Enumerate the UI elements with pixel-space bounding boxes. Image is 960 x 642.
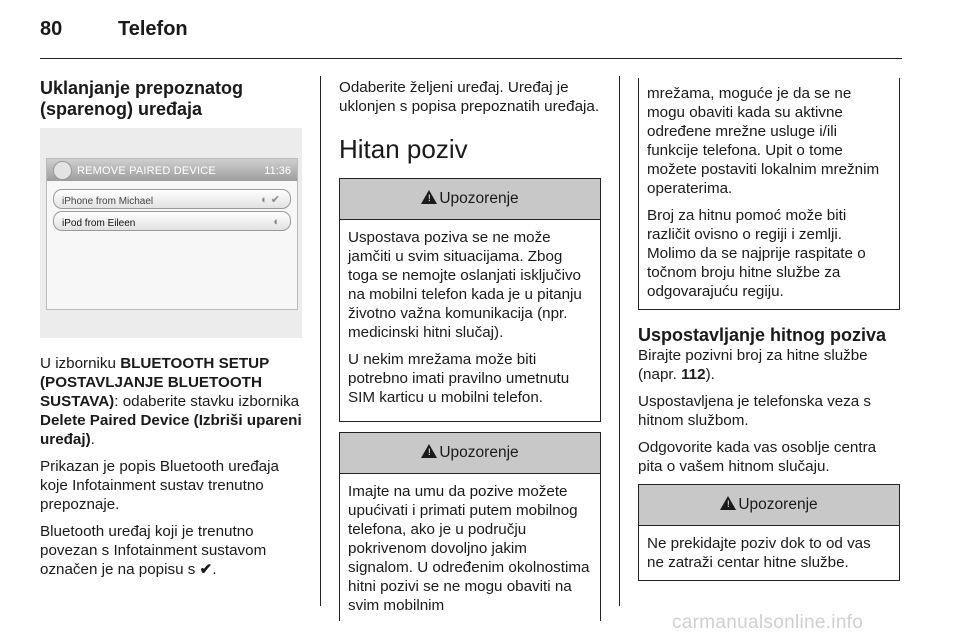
brand-logo-icon: [53, 161, 72, 180]
page-number: 80: [40, 18, 63, 40]
paragraph: Birajte pozivni broj za hitne službe (napr. 112).: [638, 347, 868, 383]
warning-box: [339, 432, 601, 621]
column-1: [40, 78, 302, 587]
paragraph: Odaberite željeni uređaj. Uređaj je uklonjen s popisa prepoznatih uređaja.: [339, 79, 600, 115]
warning-header: ! Upozorenje: [340, 433, 600, 474]
screen-clock: 11:36: [264, 165, 291, 177]
column-divider-2: [619, 76, 620, 606]
screen-display: [46, 158, 298, 310]
paragraph: Odgovorite kada vas osoblje centra pita o vašem hitnom slučaju.: [638, 439, 877, 475]
paragraph: U izborniku BLUETOOTH SETUP (POSTAVLJANJE BLUETOOTH SUSTAVA): odaberite stavku izbornika Delete Paired Device (Izbriši upareni uređaj).: [40, 355, 302, 448]
device-list-item: [53, 189, 291, 209]
checkmark-icon: ✔: [199, 561, 213, 578]
warning-header: ! Upozorenje: [340, 179, 600, 220]
device-name: iPod from Eileen: [62, 218, 136, 229]
device-list-item: [53, 211, 291, 231]
warning-triangle-icon: !: [720, 496, 736, 510]
paragraph: Bluetooth uređaj koji je trenutno povezan s Infotainment sustavom označen je na popisu s ✔.: [40, 523, 267, 578]
warning-box: [638, 484, 900, 581]
warning-text: mrežama, moguće je da se ne mogu obaviti kada su aktivne određene mrežne usluge i/ili funkcije telefona. Upit o tome možete postaviti lokalnim mrežnim operaterima.: [647, 85, 880, 197]
warning-triangle-icon: !: [421, 190, 437, 204]
paragraph: Prikazan je popis Bluetooth uređaja koje Infotainment sustav trenutno prepoznaje.: [40, 458, 279, 513]
watermark: carmanualsonline.info: [672, 612, 864, 633]
column-2: [339, 78, 601, 621]
warning-text: Uspostava poziva se ne može jamčiti u svim situacijama. Zbog toga se nemojte oslanjati isključivo na mobilni telefon kada je u pitanju životno važna komunikacija (npr. medicinski hitni slučaj).: [348, 229, 582, 341]
section-heading-make-emergency-call: Uspostavljanje hitnog poziva: [638, 325, 887, 345]
phone-connected-check-icon: ◐ ✔: [261, 194, 280, 206]
music-player-icon: ◐: [273, 216, 280, 228]
warning-header: ! Upozorenje: [639, 485, 899, 526]
screenshot-remove-paired-device: [40, 128, 302, 338]
section-heading-emergency-call: Hitan poziv: [339, 134, 468, 164]
warning-text: U nekim mrežama može biti potrebno imati pravilno umetnutu SIM karticu u mobilni telefon.: [348, 351, 570, 406]
chapter-title: Telefon: [118, 18, 188, 40]
column-divider-1: [320, 76, 321, 606]
warning-text: Broj za hitnu pomoć može biti različit ovisno o regiji i zemlji. Molimo da se najprije raspitate o točnom broju hitne službe za odgovarajuću regiju.: [647, 207, 866, 300]
section-heading-remove-device: Uklanjanje prepoznatog (sparenog) uređaja: [40, 78, 244, 119]
warning-box-continued: [638, 78, 900, 310]
header-divider: [40, 58, 902, 59]
screen-header: [47, 159, 297, 181]
screen-title: REMOVE PAIRED DEVICE: [77, 165, 216, 177]
warning-box: [339, 178, 601, 422]
warning-text: Imajte na umu da pozive možete upućivati i primati putem mobilnog telefona, ako je u području pokrivenom dovoljno jakim signalom. U određenim okolnostima hitni pozivi se ne mogu obaviti na svim mobilnim: [348, 483, 590, 614]
column-3: [638, 78, 900, 591]
warning-triangle-icon: !: [421, 444, 437, 458]
device-name: iPhone from Michael: [62, 196, 154, 207]
warning-text: Ne prekidajte poziv dok to od vas ne zatraži centar hitne službe.: [647, 535, 871, 571]
paragraph: Uspostavljena je telefonska veza s hitnom službom.: [638, 393, 872, 429]
